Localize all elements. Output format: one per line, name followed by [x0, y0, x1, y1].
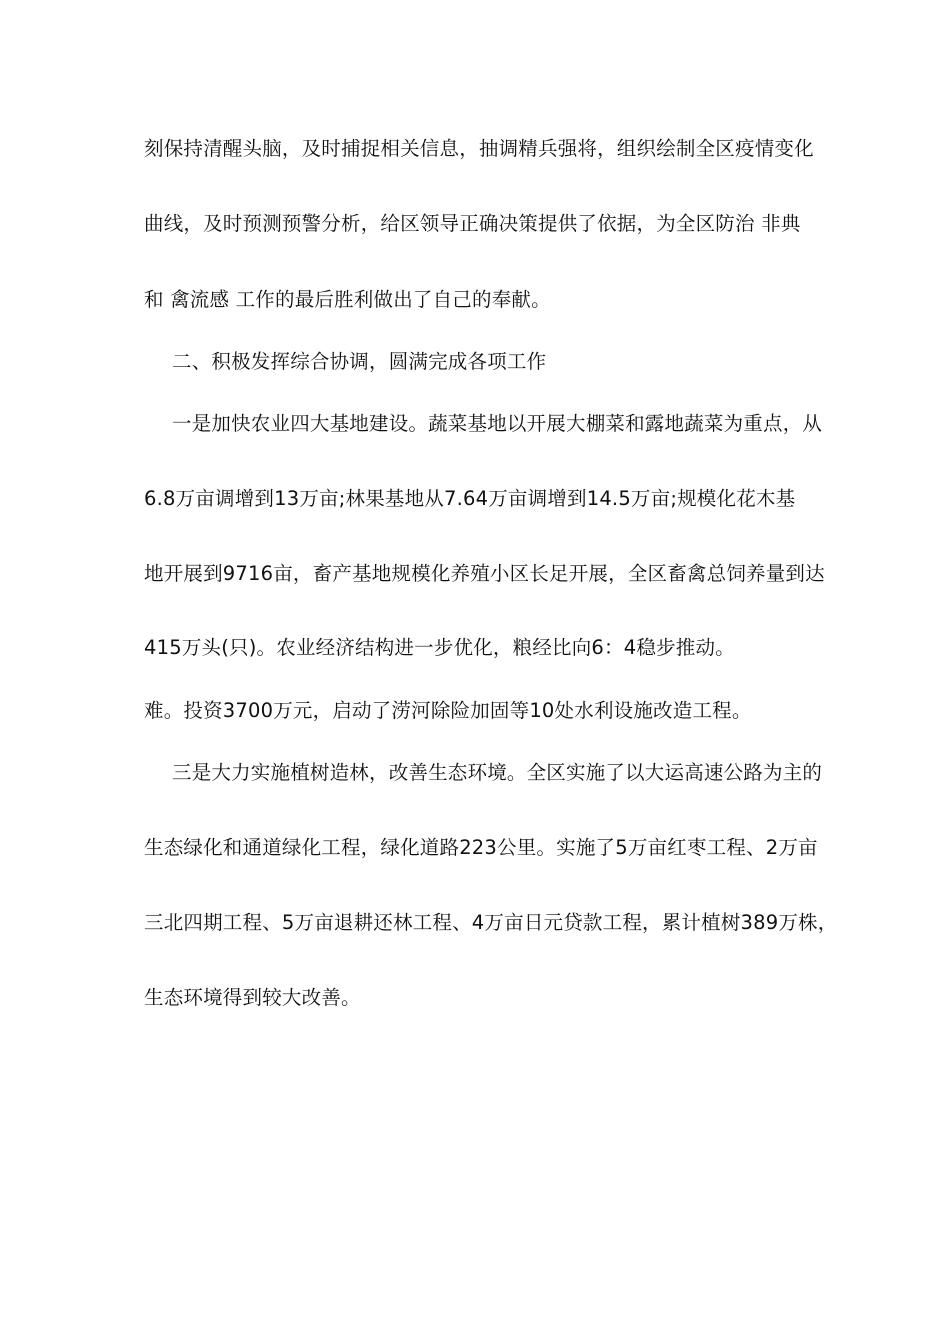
paragraph-line-7: 地开展到9716亩，畜产基地规模化养殖小区长足开展，全区畜禽总饲养量到达	[144, 562, 825, 585]
paragraph-line-5: 一是加快农业四大基地建设。蔬菜基地以开展大棚菜和露地蔬菜为重点，从	[172, 412, 823, 435]
paragraph-line-3: 和 禽流感 工作的最后胜利做出了自己的奉献。	[144, 288, 551, 311]
paragraph-line-10: 三是大力实施植树造林，改善生态环境。全区实施了以大运高速公路为主的	[172, 761, 823, 784]
paragraph-line-8: 415万头(只)。农业经济结构进一步优化，粮经比向6：4稳步推动。	[144, 636, 735, 659]
paragraph-line-9: 难。投资3700万元，启动了涝河除险加固等10处水利设施改造工程。	[144, 699, 752, 722]
paragraph-line-13: 生态环境得到较大改善。	[144, 986, 361, 1009]
paragraph-line-11: 生态绿化和通道绿化工程，绿化道路223公里。实施了5万亩红枣工程、2万亩	[144, 836, 818, 859]
paragraph-line-12: 三北四期工程、5万亩退耕还林工程、4万亩日元贷款工程，累计植树389万株，	[144, 911, 838, 934]
section-heading: 二、积极发挥综合协调，圆满完成各项工作	[172, 350, 547, 373]
paragraph-line-1: 刻保持清醒头脑，及时捕捉相关信息，抽调精兵强将，组织绘制全区疫情变化	[144, 137, 814, 160]
paragraph-line-6: 6.8万亩调增到13万亩;林果基地从7.64万亩调增到14.5万亩;规模化花木基	[144, 487, 796, 510]
paragraph-line-2: 曲线，及时预测预警分析，给区领导正确决策提供了依据，为全区防治 非典	[144, 212, 801, 235]
